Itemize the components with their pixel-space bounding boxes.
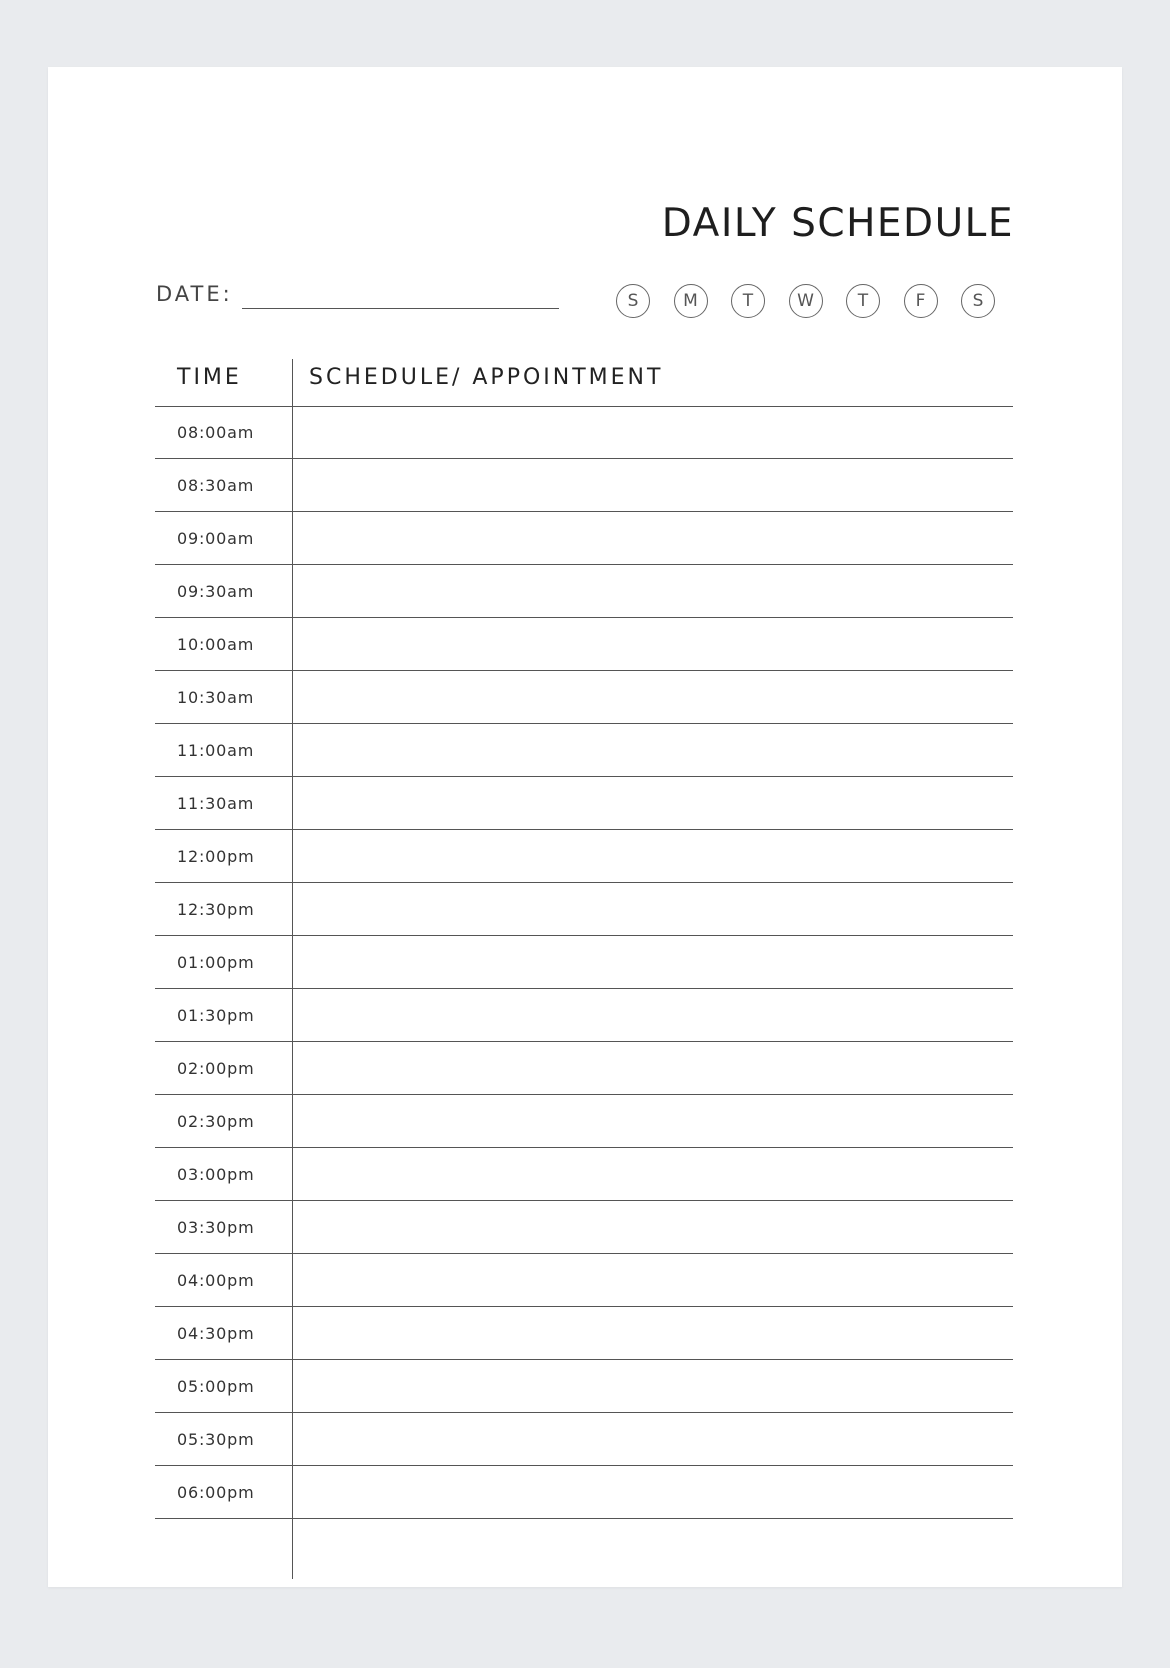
table-row: [155, 1466, 1013, 1519]
time-slot-label: 09:00am: [177, 528, 255, 548]
weekday-thursday[interactable]: T: [846, 284, 880, 318]
time-slot-label: 10:00am: [177, 634, 255, 654]
weekday-tuesday[interactable]: T: [731, 284, 765, 318]
weekday-saturday[interactable]: S: [961, 284, 995, 318]
table-row: [155, 1042, 1013, 1095]
appointment-cell[interactable]: [293, 512, 1013, 564]
time-slot-label: 04:30pm: [177, 1323, 255, 1343]
weekday-sunday[interactable]: S: [616, 284, 650, 318]
time-slot-label: 05:00pm: [177, 1376, 255, 1396]
time-slot-label: 02:00pm: [177, 1058, 255, 1078]
appointment-cell[interactable]: [293, 1254, 1013, 1306]
page-title: DAILY SCHEDULE: [661, 201, 1014, 246]
schedule-table: [155, 406, 1013, 1519]
time-slot-label: 06:00pm: [177, 1482, 255, 1502]
time-slot-label: 08:00am: [177, 423, 255, 442]
time-slot-label: 04:00pm: [177, 1270, 255, 1290]
time-slot-label: 12:30pm: [177, 899, 255, 919]
time-slot-label: 08:30am: [177, 475, 255, 495]
table-row: [155, 1254, 1013, 1307]
table-row: [155, 936, 1013, 989]
table-row: [155, 1201, 1013, 1254]
table-row: [155, 777, 1013, 830]
appointment-cell[interactable]: [293, 1095, 1013, 1147]
time-slot-label: 11:30am: [177, 793, 255, 813]
date-field-line[interactable]: [242, 308, 559, 309]
appointment-cell[interactable]: [293, 1042, 1013, 1094]
appointment-cell[interactable]: [293, 671, 1013, 723]
appointment-cell[interactable]: [293, 407, 1013, 458]
appointment-cell[interactable]: [293, 1307, 1013, 1359]
planner-sheet: [48, 67, 1122, 1587]
time-slot-label: 10:30am: [177, 687, 255, 707]
time-slot-label: 02:30pm: [177, 1111, 255, 1131]
table-row: [155, 724, 1013, 777]
table-row: [155, 406, 1013, 459]
appointment-cell[interactable]: [293, 618, 1013, 670]
time-slot-label: 11:00am: [177, 740, 255, 760]
time-column-header: TIME: [177, 365, 242, 390]
time-slot-label: 03:00pm: [177, 1164, 255, 1184]
table-row: [155, 1148, 1013, 1201]
time-slot-label: 03:30pm: [177, 1217, 255, 1237]
table-row: [155, 1095, 1013, 1148]
weekday-wednesday[interactable]: W: [789, 284, 823, 318]
date-label: DATE:: [156, 282, 233, 306]
weekday-monday[interactable]: M: [674, 284, 708, 318]
table-row: [155, 1360, 1013, 1413]
schedule-column-header: SCHEDULE/ APPOINTMENT: [309, 365, 664, 390]
weekday-friday[interactable]: F: [904, 284, 938, 318]
appointment-cell[interactable]: [293, 1413, 1013, 1465]
time-slot-label: 09:30am: [177, 581, 255, 601]
table-row: [155, 989, 1013, 1042]
table-row: [155, 830, 1013, 883]
appointment-cell[interactable]: [293, 1466, 1013, 1518]
weekday-selector: [616, 284, 995, 318]
appointment-cell[interactable]: [293, 1360, 1013, 1412]
appointment-cell[interactable]: [293, 459, 1013, 511]
table-row: [155, 618, 1013, 671]
appointment-cell[interactable]: [293, 777, 1013, 829]
table-row: [155, 459, 1013, 512]
time-slot-label: 12:00pm: [177, 846, 255, 866]
table-row: [155, 512, 1013, 565]
time-slot-label: 01:30pm: [177, 1005, 255, 1025]
table-row: [155, 1307, 1013, 1360]
appointment-cell[interactable]: [293, 830, 1013, 882]
appointment-cell[interactable]: [293, 936, 1013, 988]
appointment-cell[interactable]: [293, 1201, 1013, 1253]
table-row: [155, 883, 1013, 936]
appointment-cell[interactable]: [293, 883, 1013, 935]
time-slot-label: 01:00pm: [177, 952, 255, 972]
appointment-cell[interactable]: [293, 989, 1013, 1041]
table-row: [155, 565, 1013, 618]
appointment-cell[interactable]: [293, 565, 1013, 617]
table-row: [155, 1413, 1013, 1466]
appointment-cell[interactable]: [293, 724, 1013, 776]
appointment-cell[interactable]: [293, 1148, 1013, 1200]
time-slot-label: 05:30pm: [177, 1429, 255, 1449]
table-row: [155, 671, 1013, 724]
